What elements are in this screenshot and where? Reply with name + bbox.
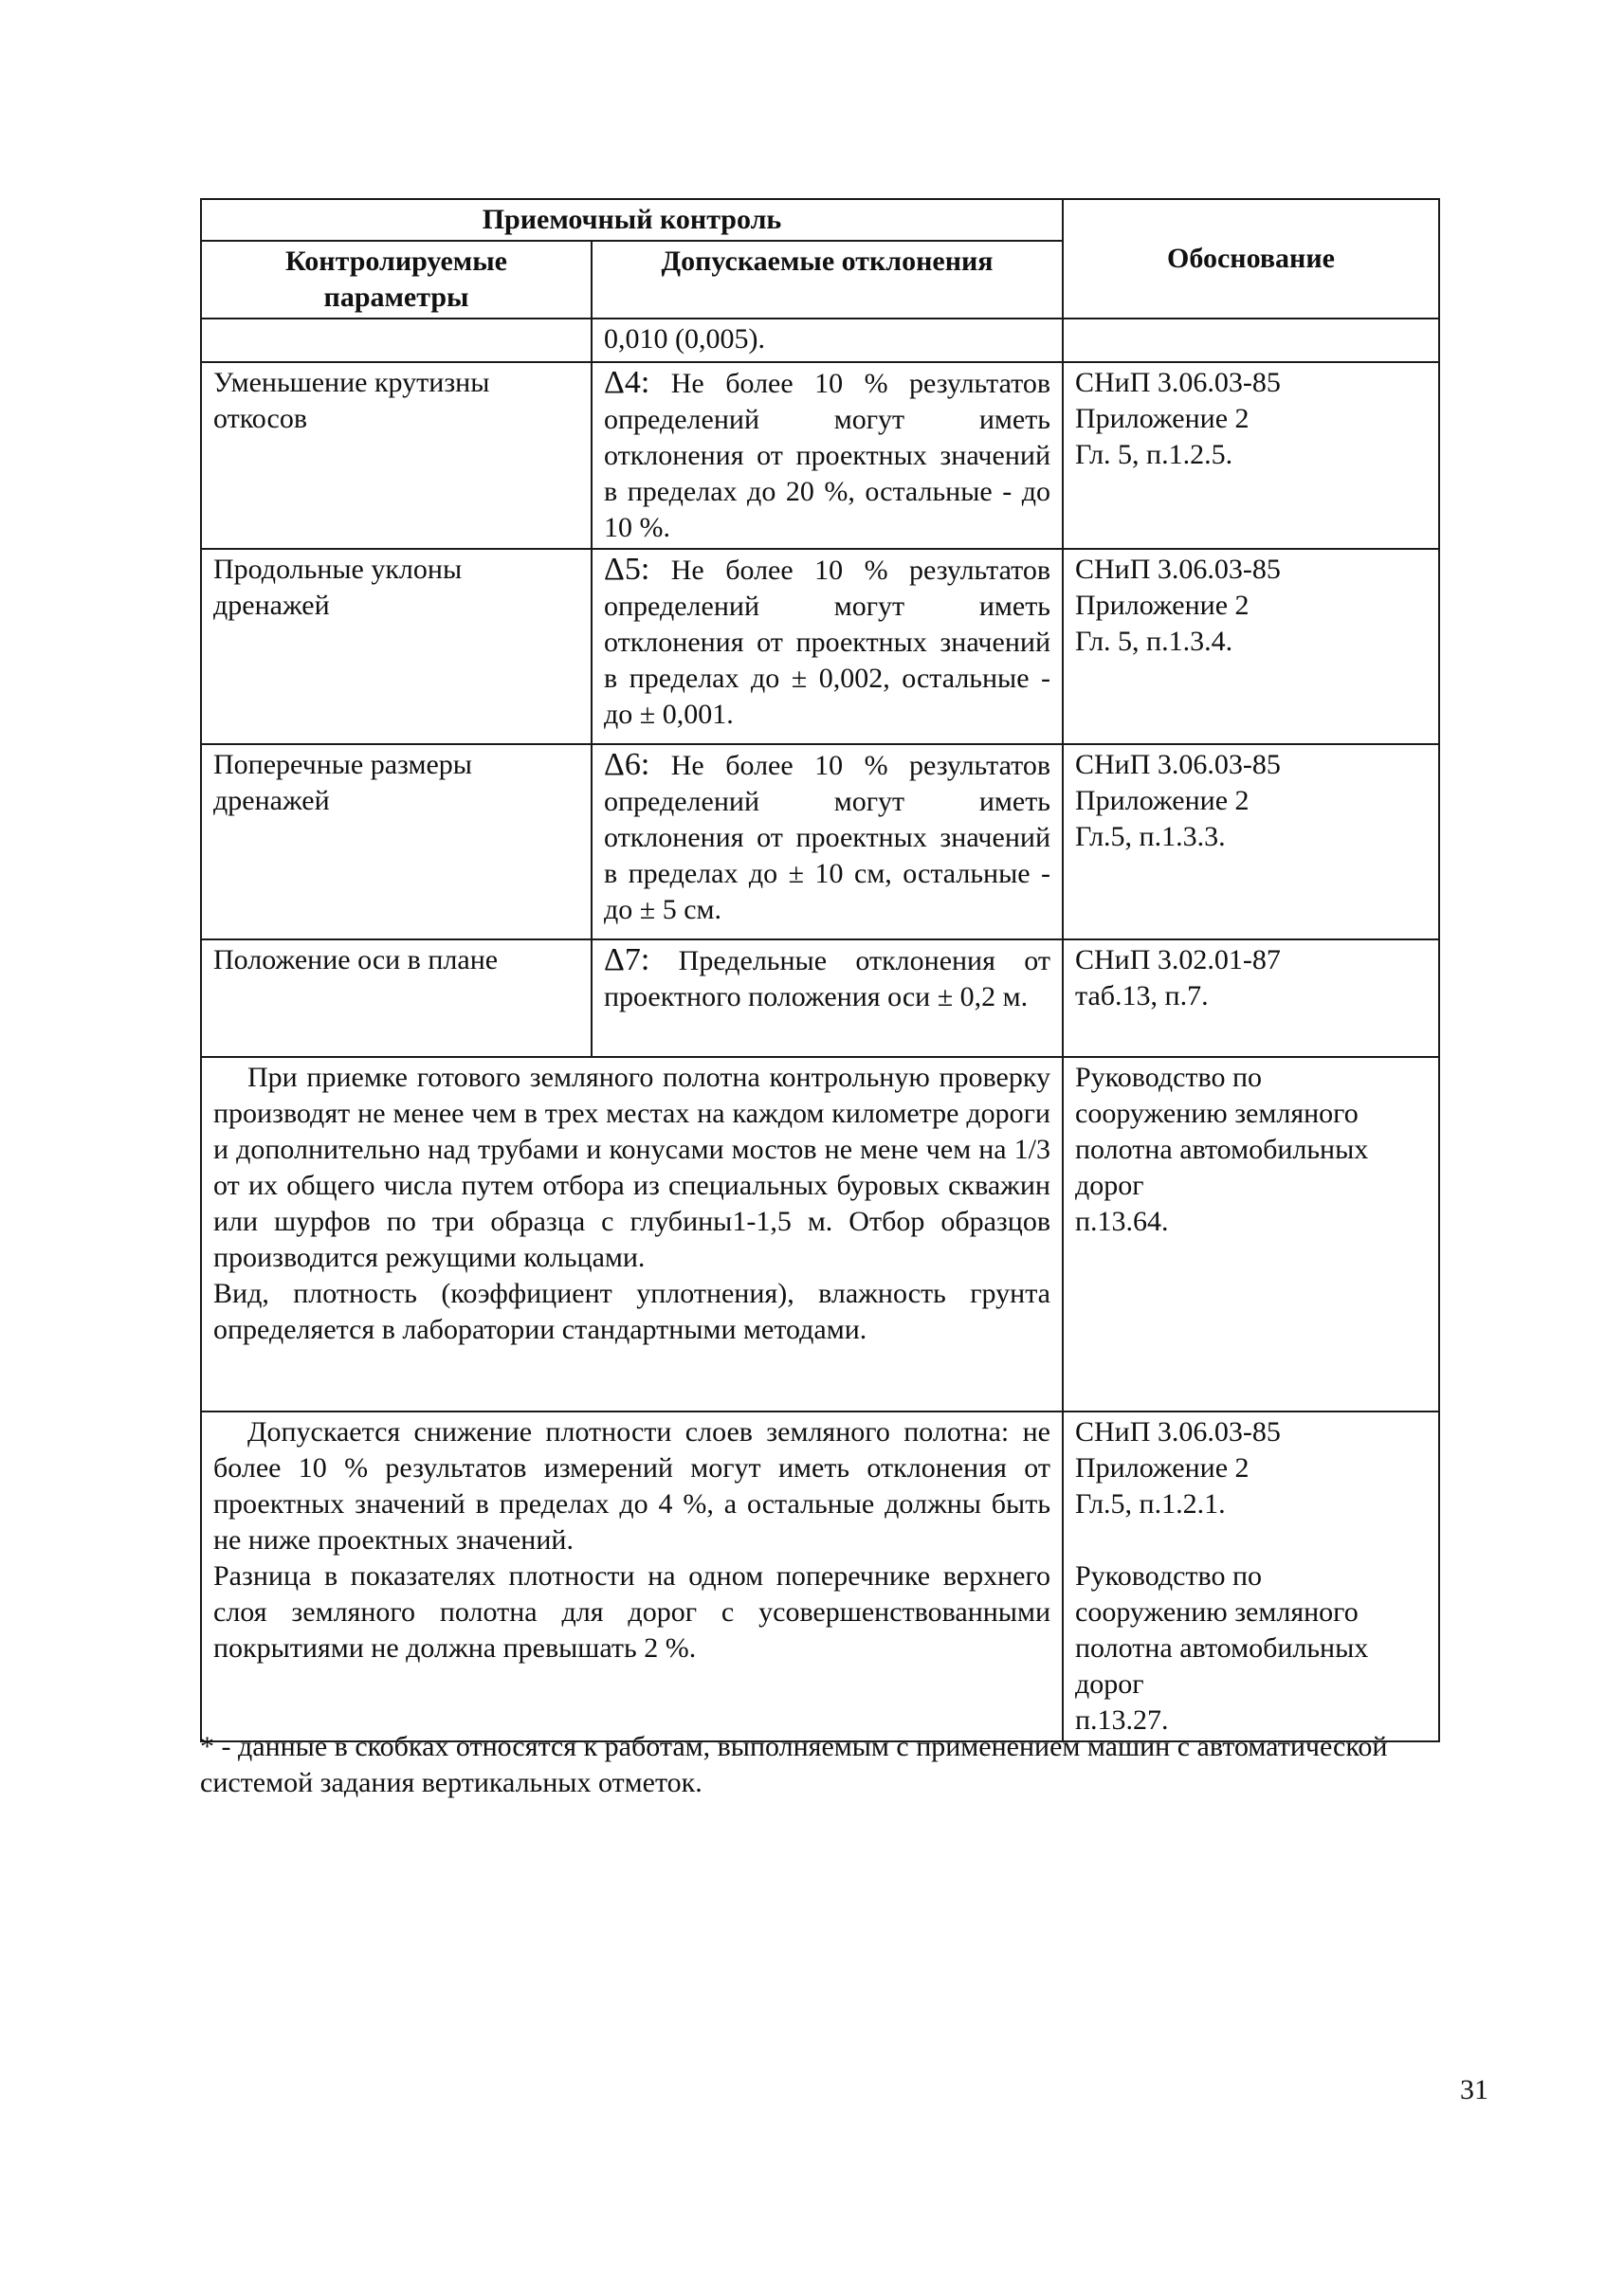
col-params-header: Контролируемые параметры <box>201 241 592 319</box>
basis-line: Руководство по <box>1075 1062 1263 1093</box>
table-header-row-group <box>201 199 1439 241</box>
basis-line: СНиП 3.06.03-85 <box>1075 554 1281 585</box>
basis-cell <box>1063 549 1439 744</box>
basis-cell <box>1063 362 1439 549</box>
basis-cell <box>1063 1412 1439 1741</box>
table-row <box>201 549 1439 744</box>
basis-line: Гл. 5, п.1.3.4. <box>1075 626 1233 657</box>
basis-line: полотна автомобильных <box>1075 1134 1369 1165</box>
deviation-text: Не более 10 % результатов определений могут иметь отклонения от проектных значений в пределах до ± 10 см, остальные - до ± 5 см. <box>604 750 1050 925</box>
basis-line: Приложение 2 <box>1075 1452 1250 1484</box>
deviation-text: Не более 10 % результатов определений могут иметь отклонения от проектных значений в пределах до ± 0,002, остальные - до ± 0,001. <box>604 555 1050 730</box>
merged-paragraph: Разница в показателях плотности на одном поперечнике верхнего слоя земляного полотна для дорог с усовершенствованными покрытиями не должна превышать 2 %. <box>213 1560 1050 1664</box>
merged-text-cell <box>201 1412 1063 1741</box>
table-row-merged <box>201 1057 1439 1412</box>
delta-label: Δ4: <box>604 365 650 400</box>
delta-label: Δ5: <box>604 552 650 587</box>
param-cell: Поперечные размеры дренажей <box>201 744 592 939</box>
basis-line: Приложение 2 <box>1075 785 1250 816</box>
merged-paragraph: Допускается снижение плотности слоев земляного полотна: не более 10 % результатов измерений могут иметь отклонения от проектных значений в пределах до 4 %, а остальные должны быть не ниже проектных значений. <box>213 1416 1050 1556</box>
basis-line: дорог <box>1075 1668 1144 1700</box>
basis-line: полотна автомобильных <box>1075 1632 1369 1664</box>
basis-line: СНиП 3.06.03-85 <box>1075 749 1281 780</box>
delta-label: Δ7: <box>604 942 650 977</box>
basis-line: дорог <box>1075 1170 1144 1201</box>
basis-line: СНиП 3.06.03-85 <box>1075 1416 1281 1448</box>
param-cell: Продольные уклоны дренажей <box>201 549 592 744</box>
group-header: Приемочный контроль <box>201 199 1063 241</box>
cell-continuation: 0,010 (0,005). <box>592 319 1063 362</box>
table-row <box>201 362 1439 549</box>
deviation-cell <box>592 939 1063 1057</box>
cell-empty <box>201 319 592 362</box>
merged-paragraph: При приемке готового земляного полотна контрольную проверку производят не менее чем в трех местах на каждом километре дороги и дополнительно над трубами и конусами мостов не мене чем на 1/3 от их общего числа путем отбора из специальных буровых скважин или шурфов по три образца с глубины1-1,5 м. Отбор образцов производится режущими кольцами. <box>213 1062 1050 1273</box>
page-number: 31 <box>1460 2074 1488 2105</box>
footnote: * - данные в скобках относятся к работам, выполняемым с применением машин с автоматической системой задания вертикальных отметок. <box>200 1731 1388 1798</box>
basis-cell <box>1063 744 1439 939</box>
deviation-cell <box>592 362 1063 549</box>
table-row-merged <box>201 1412 1439 1741</box>
deviation-cell <box>592 549 1063 744</box>
basis-line: сооружению земляного <box>1075 1596 1359 1628</box>
basis-line: Приложение 2 <box>1075 403 1250 434</box>
basis-line: таб.13, п.7. <box>1075 980 1209 1011</box>
basis-line: Руководство по <box>1075 1560 1263 1592</box>
cell-empty <box>1063 319 1439 362</box>
col-deviations-header <box>592 241 1063 319</box>
table-row-continuation <box>201 319 1439 362</box>
param-cell: Положение оси в плане <box>201 939 592 1057</box>
col-basis-header: Обоснование <box>1063 199 1439 319</box>
deviation-text: Предельные отклонения от проектного положения оси ± 0,2 м. <box>604 945 1050 1012</box>
deviation-cell <box>592 744 1063 939</box>
merged-text-cell <box>201 1057 1063 1412</box>
table-row <box>201 939 1439 1057</box>
basis-cell <box>1063 1057 1439 1412</box>
basis-line: Гл.5, п.1.3.3. <box>1075 821 1226 852</box>
merged-paragraph: Вид, плотность (коэффициент уплотнения), влажность грунта определяется в лаборатории стандартными методами. <box>213 1278 1050 1345</box>
basis-line: сооружению земляного <box>1075 1098 1359 1129</box>
delta-label: Δ6: <box>604 747 650 782</box>
basis-line: СНиП 3.06.03-85 <box>1075 367 1281 398</box>
basis-spacer <box>1075 1522 1427 1558</box>
basis-line: СНиП 3.02.01-87 <box>1075 944 1281 975</box>
acceptance-control-table <box>200 198 1440 1742</box>
param-cell: Уменьшение крутизны откосов <box>201 362 592 549</box>
basis-line: Приложение 2 <box>1075 590 1250 621</box>
col-deviations-header-text: Допускаемые отклонения <box>661 246 994 277</box>
basis-line: п.13.27. <box>1075 1704 1169 1736</box>
basis-line: п.13.64. <box>1075 1206 1169 1237</box>
basis-cell <box>1063 939 1439 1057</box>
table-row <box>201 744 1439 939</box>
deviation-text: Не более 10 % результатов определений могут иметь отклонения от проектных значений в пределах до 20 %, остальные - до 10 %. <box>604 368 1050 543</box>
basis-line: Гл.5, п.1.2.1. <box>1075 1488 1226 1520</box>
basis-line: Гл. 5, п.1.2.5. <box>1075 439 1233 470</box>
